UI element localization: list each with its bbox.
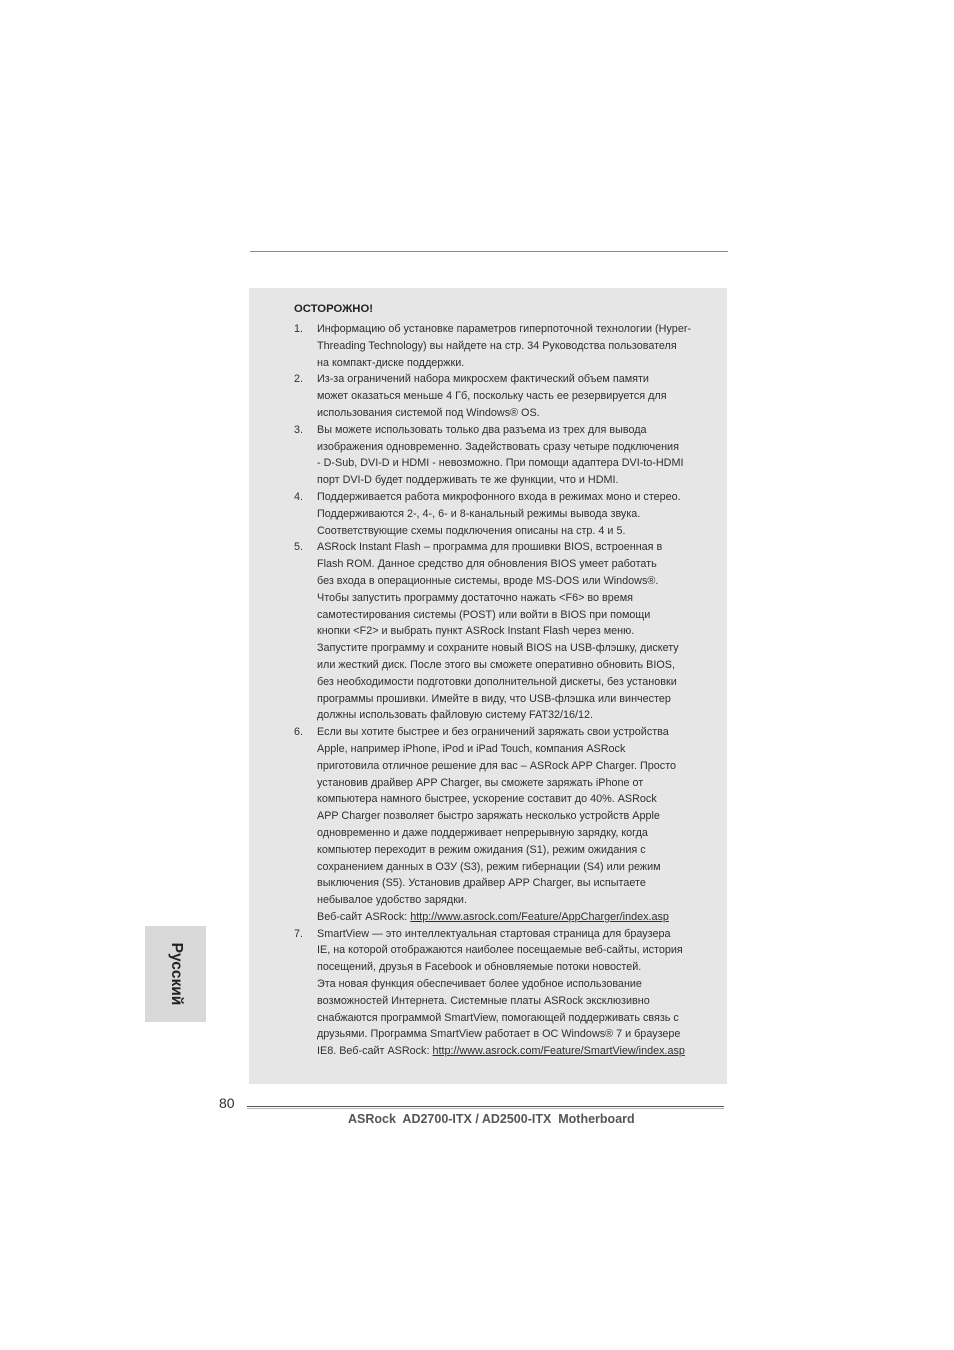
language-label: Русский <box>167 942 185 1006</box>
item-number: 6. <box>294 726 304 739</box>
language-side-tab <box>145 926 206 1022</box>
caution-box <box>249 288 727 1084</box>
item-text: ASRock Instant Flash – программа для прошивки BIOS, встроенная в Flash ROM. Данное средство для обновления BIOS умеет работать без входа в операционные системы, вроде MS-DOS или Windows®. Чтобы запустить программу достаточно нажать <F6> во время самотестирования системы (POST) или войти в BIOS при помощи кнопки <F2> и выбрать пункт ASRock Instant Flash через меню. Запустите программу и сохраните новый BIOS на USB-флэшку, дискету или жесткий диск. После этого вы сможете оперативно обновить BIOS, без необходимости подготовки дополнительной дискеты, без установки программы прошивки. Имейте в виду, что USB-флэшка или винчестер должны использовать файловую систему FAT32/16/12. <box>317 541 679 722</box>
footer-divider <box>247 1106 724 1109</box>
caution-list <box>294 321 705 1060</box>
item-text: Из-за ограничений набора микросхем фактический объем памяти может оказаться меньше 4 Гб, поскольку часть ее резервируется для использования системой под Windows® OS. <box>317 373 667 419</box>
item-text: Вы можете использовать только два разъема из трех для вывода изображения одновременно. Задействовать сразу четыре подключения - D-Sub, DVI-D и HDMI - невозможно. При помощи адаптера DVI-to-HDMI порт DVI-D будет поддерживать те же функции, что и HDMI. <box>317 423 684 487</box>
caution-item-5 <box>294 539 705 724</box>
top-divider <box>250 251 728 252</box>
item-text: Информацию об установке параметров гиперпоточной технологии (Hyper- Threading Technology) вы найдете на стр. 34 Руководства пользователя на компакт-диске поддержки. <box>317 323 692 369</box>
caution-item-4 <box>294 489 705 539</box>
item-text: Поддерживается работа микрофонного входа в режимах моно и стерео. Поддерживаются 2-, 4-, 6- и 8-канальный режимы вывода звука. Соответствующие схемы подключения описаны на стр. 4 и 5. <box>317 490 681 537</box>
smartview-link[interactable]: http://www.asrock.com/Feature/SmartView/index.asp <box>432 1045 685 1058</box>
caution-item-6 <box>294 724 705 926</box>
caution-item-7 <box>294 926 705 1060</box>
item-number: 3. <box>294 423 304 436</box>
item-text-with-link <box>317 926 705 1060</box>
caution-item-2 <box>294 371 705 421</box>
item-number: 4. <box>294 490 304 503</box>
caution-item-1 <box>294 321 705 371</box>
caution-title: ОСТОРОЖНО! <box>294 303 374 315</box>
page-number: 80 <box>219 1095 235 1111</box>
item-number: 5. <box>294 541 304 554</box>
appcharger-link[interactable]: http://www.asrock.com/Feature/AppCharger/index.asp <box>410 910 669 923</box>
item-text: Если вы хотите быстрее и без ограничений заряжать свои устройства Apple, например iPhone, iPod и iPad Touch, компания ASRock приготовила отличное решение для вас – ASRock APP Charger. Просто установив драйвер APP Charger, вы сможете заряжать iPhone от компьютера намного быстрее, ускорение составит до 40%. ASRock APP Charger позволяет быстро заряжать несколько устройств Apple одновременно и даже поддерживает непрерывную зарядку, когда компьютер переходит в режим ожидания (S1), режим ожидания с сохранением данных в ОЗУ (S3), режим гибернации (S4) или режим выключения (S5). Установив драйвер APP Charger, вы испытаете небывалое удобство зарядки. Веб-сайт ASRock: <box>317 726 677 923</box>
caution-item-3 <box>294 422 705 489</box>
item-text-with-link <box>317 724 705 926</box>
item-number: 1. <box>294 323 304 335</box>
item-number: 2. <box>294 373 304 386</box>
item-number: 7. <box>294 927 304 940</box>
item-text: SmartView — это интеллектуальная стартовая страница для браузера IE, на которой отображаются наиболее посещаемые веб-сайты, история посещений, друзья в Facebook и обновляемые потоки новостей. Эта новая функция обеспечивает более удобное использование возможностей Интернета. Системные платы ASRock эксклюзивно снабжаются программой SmartView, помогающей поддерживать связь с друзьями. Программа SmartView работает в ОС Windows® 7 и браузере IE8. Веб-сайт ASRock: <box>317 927 683 1058</box>
footer-title: ASRock AD2700-ITX / AD2500-ITX Motherboard <box>348 1112 635 1126</box>
